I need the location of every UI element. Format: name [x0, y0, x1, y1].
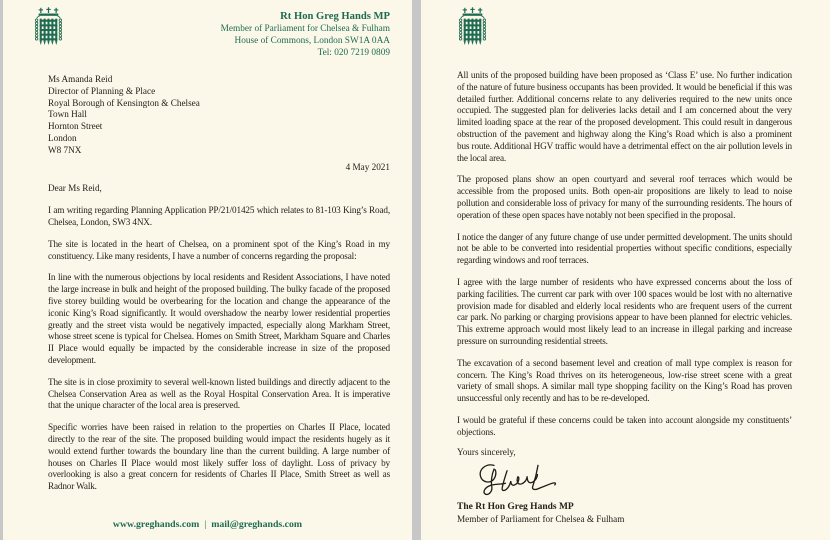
paragraph: The site is located in the heart of Chelsea, on a prominent spot of the King’s Road in my constituency. Like many residents, I have a number of concerns regarding the proposal:: [48, 238, 390, 261]
paragraph: I would be grateful if these concerns could be taken into account alongside my constituents’ objections.: [457, 414, 792, 437]
letterhead-tel: Tel: 020 7219 0809: [317, 48, 390, 58]
recipient-address: [48, 74, 390, 157]
page-2-content: [457, 70, 792, 525]
signer-name: The Rt Hon Greg Hands MP: [457, 502, 574, 513]
paragraph: The excavation of a second basement level and creation of mall type complex is reason for concern. The King’s Road thrives on its heterogeneous, low-rise street scene with a great variety of small shops. A similar mall type shopping facility on the King’s Road has proven unsuccessful only recently and has to be re-developed.: [457, 357, 792, 404]
letterhead-role: Member of Parliament for Chelsea & Fulham: [220, 24, 390, 34]
page-footer: [3, 519, 412, 530]
closing: Yours sincerely,: [457, 446, 516, 457]
signer-title: Member of Parliament for Chelsea & Fulham: [457, 514, 625, 525]
recipient-line: Hornton Street: [48, 121, 103, 132]
salutation: Dear Ms Reid,: [48, 183, 102, 194]
website-link[interactable]: www.greghands.com: [112, 519, 200, 530]
letterhead: [221, 10, 390, 59]
paragraph: The site is in close proximity to several well-known listed buildings and directly adjacent to the Chelsea Conservation Area as well as the Royal Hospital Conservation Area. It is imperative that the unique character of the local area is preserved.: [48, 376, 390, 411]
recipient-line: Town Hall: [48, 109, 87, 120]
paragraph: I notice the danger of any future change of use under permitted development. The units should not be able to be converted into residential properties without specific conditions, especially regarding windows and roof terraces.: [457, 231, 792, 266]
letterhead-name: Rt Hon Greg Hands MP: [280, 11, 390, 22]
paragraph: The proposed plans show an open courtyard and several roof terraces which would be accessible from the proposed units. Both open-air propositions are likely to lead to noise pollution and considerable loss of privacy for many of the surrounding residents. The hours of operation of these open spaces have notably not been specified in the proposal.: [457, 174, 792, 220]
letter-date: 4 May 2021: [345, 161, 390, 172]
recipient-line: Ms Amanda Reid: [48, 74, 113, 84]
paragraph: Specific worries have been raised in relation to the properties on Charles II Place, located directly to the rear of the site. The proposed building would impact the residents hugely as it would extend further towards the boundary line than the current building. A large number of houses on Charles II Place would most likely suffer loss of daylight. Loss of privacy by overlooking is also a great concern for residents of Charles II Place, Smith Street as well as Radnor Walk.: [48, 422, 390, 492]
recipient-line: W8 7NX: [48, 144, 82, 155]
email-link[interactable]: mail@greghands.com: [211, 519, 303, 530]
recipient-line: Royal Borough of Kensington & Chelsea: [48, 97, 200, 108]
portcullis-icon: [33, 7, 64, 51]
page-1-content: [48, 74, 390, 493]
footer-separator: |: [204, 519, 207, 530]
portcullis-icon: [457, 7, 488, 51]
letter-page-1: [3, 0, 412, 540]
signature-icon: [463, 461, 575, 499]
paragraph: I agree with the large number of residents who have expressed concerns about the loss of parking facilities. The current car park with over 100 spaces would be lost with no alternative provision made for disabled and elderly local residents who are frequent users of the current car park. No parking or charging provisions appear to have been planned for electric vehicles. This extreme approach would most likely lead to an increase in illegal parking and increase pressure on surrounding residential streets.: [457, 276, 792, 346]
paragraph: All units of the proposed building have been proposed as ‘Class E’ use. No further indication of the nature of future business occupants has been provided. It would be beneficial if this was detailed further. Additional concerns relate to any deliveries required to the new units once occupied. The suggested plan for deliveries lacks detail and I am concerned about the very limited loading space at the rear of the proposed development. This could result in dangerous obstruction of the pavement and highway along the King’s Road which is also a prominent bus route. Additional HGV traffic would have a detrimental effect on the air pollution levels in the local area.: [457, 70, 792, 163]
letter-page-2: [421, 0, 830, 540]
letterhead-address: House of Commons, London SW1A 0AA: [234, 36, 390, 46]
recipient-line: Director of Planning & Place: [48, 85, 156, 96]
paragraph: In line with the numerous objections by local residents and Resident Associations, I have noted the large increase in bulk and height of the proposed building. The bulky facade of the proposed five storey building would be overbearing for the location and change the appearance of the iconic King’s Road significantly. It would overshadow the nearby lower residential properties greatly and the street vista would be negatively impacted, especially along Markham Street, whose street scene is typical for Chelsea. Homes on Smith Street, Markham Square and Charles II Place would equally be impacted by the considerable increase in size of the proposed development.: [48, 272, 390, 365]
paragraph: I am writing regarding Planning Application PP/21/01425 which relates to 81-103 King’s Road, Chelsea, London, SW3 4NX.: [48, 205, 390, 227]
recipient-line: London: [48, 132, 77, 143]
